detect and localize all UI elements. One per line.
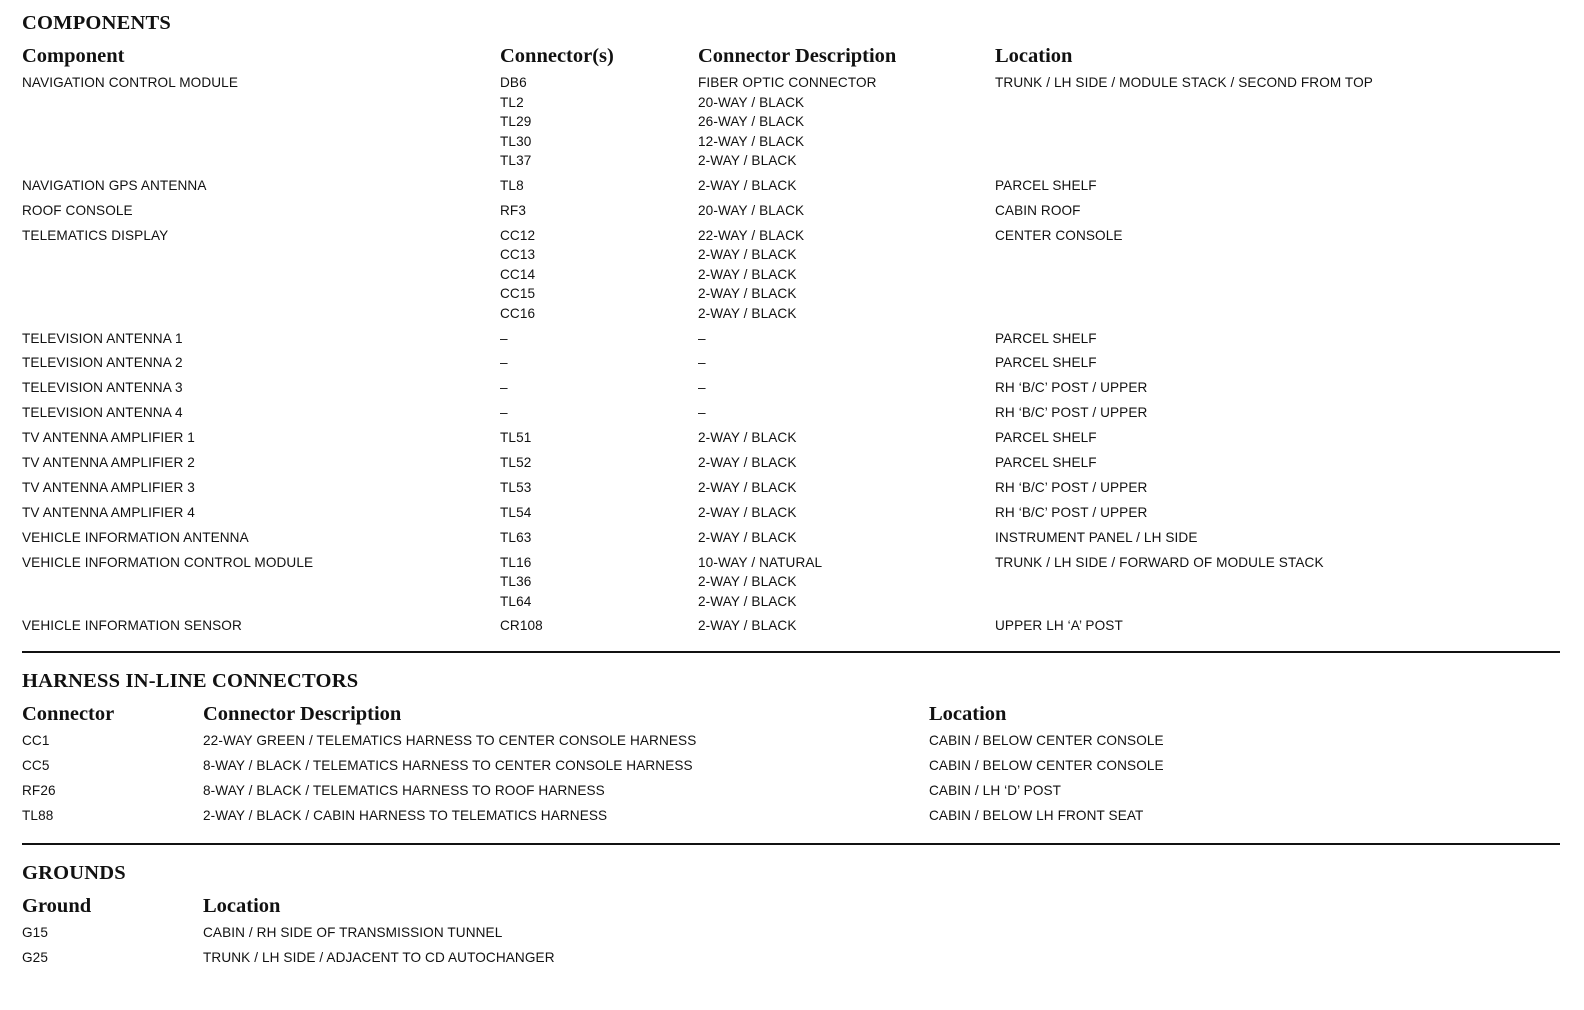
grounds-table <box>22 923 1560 973</box>
component-row <box>22 378 1560 403</box>
grounds-section <box>22 860 1560 973</box>
component-row <box>22 201 1560 226</box>
component-row <box>22 329 1560 354</box>
connector-description: 20-WAY / BLACK <box>698 202 805 218</box>
components-header-row <box>22 43 1560 69</box>
connector-list <box>500 528 531 548</box>
connector-description: 12-WAY / BLACK <box>698 133 805 149</box>
component-name: VEHICLE INFORMATION ANTENNA <box>22 529 249 545</box>
connector-description: – <box>698 355 706 371</box>
connector-id: TL53 <box>500 479 532 495</box>
section-divider <box>22 843 1560 845</box>
connector-id: CC12 <box>500 227 536 243</box>
component-location: RH ‘B/C’ POST / UPPER <box>995 504 1148 520</box>
connector-description-header: Connector Description <box>698 45 897 67</box>
harness-location: CABIN / BELOW LH FRONT SEAT <box>929 808 1144 824</box>
connector-description: – <box>698 380 706 396</box>
component-location: CABIN ROOF <box>995 202 1081 218</box>
component-name: TV ANTENNA AMPLIFIER 3 <box>22 479 195 495</box>
connector-description: FIBER OPTIC CONNECTOR <box>698 75 877 90</box>
connector-list <box>500 616 543 636</box>
connector-list <box>500 453 531 473</box>
component-name: NAVIGATION GPS ANTENNA <box>22 177 207 193</box>
harness-description: 8-WAY / BLACK / TELEMATICS HARNESS TO ROOF HARNESS <box>203 783 605 799</box>
components-table <box>22 73 1560 641</box>
ground-location: TRUNK / LH SIDE / ADJACENT TO CD AUTOCHANGER <box>203 949 555 965</box>
connector-list <box>500 353 508 373</box>
component-name: NAVIGATION CONTROL MODULE <box>22 75 238 90</box>
connector-id: TL29 <box>500 114 532 129</box>
component-name: TELEVISION ANTENNA 2 <box>22 355 183 371</box>
connector-list <box>500 176 524 196</box>
connector-description-list <box>698 201 804 221</box>
component-location: PARCEL SHELF <box>995 330 1097 346</box>
connector-list <box>500 428 531 448</box>
connector-description-list <box>698 73 877 171</box>
harness-connector: TL88 <box>22 808 54 824</box>
connector-description-list <box>698 528 797 548</box>
connector-id: TL51 <box>500 430 532 446</box>
component-name: TELEVISION ANTENNA 3 <box>22 380 183 396</box>
connector-description: 2-WAY / BLACK <box>698 177 797 193</box>
connector-id: TL36 <box>500 574 532 590</box>
component-location: TRUNK / LH SIDE / FORWARD OF MODULE STACK <box>995 554 1324 570</box>
ground-location: CABIN / RH SIDE OF TRANSMISSION TUNNEL <box>203 924 503 940</box>
ground-row <box>22 923 1560 948</box>
connector-id: CC16 <box>500 305 536 321</box>
connector-description: – <box>698 405 706 421</box>
connector-description: 2-WAY / BLACK <box>698 593 797 609</box>
connector-description-list <box>698 329 706 349</box>
components-title: COMPONENTS <box>22 12 171 34</box>
connector-description-list <box>698 428 797 448</box>
component-location: RH ‘B/C’ POST / UPPER <box>995 380 1148 396</box>
connector-list <box>500 403 508 423</box>
ground-id: G25 <box>22 949 48 965</box>
harness-description-header: Connector Description <box>203 703 402 726</box>
component-name: TELEVISION ANTENNA 1 <box>22 330 183 346</box>
component-row <box>22 453 1560 478</box>
connector-description-list <box>698 176 797 196</box>
connector-id: TL63 <box>500 529 532 545</box>
harness-section <box>22 668 1560 831</box>
connector-description: 2-WAY / BLACK <box>698 529 797 545</box>
component-location: INSTRUMENT PANEL / LH SIDE <box>995 529 1198 545</box>
connector-id: TL37 <box>500 153 532 168</box>
component-name: TELEMATICS DISPLAY <box>22 227 169 243</box>
connector-description-list <box>698 226 804 324</box>
connector-description: 2-WAY / BLACK <box>698 305 797 321</box>
components-section <box>22 10 1560 641</box>
harness-row <box>22 756 1560 781</box>
component-name: TELEVISION ANTENNA 4 <box>22 405 183 421</box>
harness-table <box>22 731 1560 831</box>
connector-description: 2-WAY / BLACK <box>698 266 797 282</box>
component-row <box>22 353 1560 378</box>
connector-id: RF3 <box>500 202 526 218</box>
harness-location-header: Location <box>929 703 1007 726</box>
component-name: TV ANTENNA AMPLIFIER 2 <box>22 455 195 471</box>
connector-description: 2-WAY / BLACK <box>698 455 797 471</box>
component-row <box>22 528 1560 553</box>
connector-description: 26-WAY / BLACK <box>698 114 805 129</box>
ground-id: G15 <box>22 924 48 940</box>
component-row <box>22 73 1560 176</box>
connector-id: CR108 <box>500 618 543 634</box>
ground-header: Ground <box>22 894 92 917</box>
connector-id: TL16 <box>500 554 532 570</box>
component-name: VEHICLE INFORMATION SENSOR <box>22 618 242 634</box>
connector-description: 2-WAY / BLACK <box>698 504 797 520</box>
connector-header: Connector <box>22 703 115 726</box>
connector-id: TL2 <box>500 94 524 110</box>
document-page <box>22 10 1560 973</box>
connector-description-list <box>698 478 797 498</box>
connector-description-list <box>698 616 797 636</box>
connector-id: – <box>500 355 508 371</box>
connector-list <box>500 503 531 523</box>
component-row <box>22 428 1560 453</box>
component-header: Component <box>22 45 125 67</box>
connector-description-list <box>698 378 706 398</box>
connector-description: 2-WAY / BLACK <box>698 574 797 590</box>
connector-id: – <box>500 405 508 421</box>
connector-list <box>500 329 508 349</box>
component-name: TV ANTENNA AMPLIFIER 4 <box>22 504 195 520</box>
harness-connector: CC1 <box>22 733 50 749</box>
connector-list <box>500 201 526 221</box>
component-location: CENTER CONSOLE <box>995 227 1123 243</box>
harness-header-row <box>22 701 1560 727</box>
component-name: TV ANTENNA AMPLIFIER 1 <box>22 430 195 446</box>
connectors-header: Connector(s) <box>500 45 614 67</box>
connector-description-list <box>698 403 706 423</box>
connector-description: 2-WAY / BLACK <box>698 247 797 263</box>
harness-description: 22-WAY GREEN / TELEMATICS HARNESS TO CENTER CONSOLE HARNESS <box>203 733 697 749</box>
harness-row <box>22 781 1560 806</box>
connector-description: 2-WAY / BLACK <box>698 479 797 495</box>
connector-id: – <box>500 330 508 346</box>
component-name: VEHICLE INFORMATION CONTROL MODULE <box>22 554 314 570</box>
grounds-header-row <box>22 893 1560 919</box>
connector-description: 20-WAY / BLACK <box>698 94 805 110</box>
connector-id: TL30 <box>500 133 532 149</box>
connector-list <box>500 378 508 398</box>
component-location: RH ‘B/C’ POST / UPPER <box>995 405 1148 421</box>
connector-id: TL52 <box>500 455 532 471</box>
harness-connector: RF26 <box>22 783 56 799</box>
connector-description-list <box>698 553 822 612</box>
harness-connector: CC5 <box>22 758 50 774</box>
grounds-title: GROUNDS <box>22 861 126 884</box>
component-row <box>22 176 1560 201</box>
component-row <box>22 616 1560 641</box>
connector-id: CC13 <box>500 247 536 263</box>
component-row <box>22 553 1560 617</box>
harness-location: CABIN / BELOW CENTER CONSOLE <box>929 758 1164 774</box>
connector-id: TL64 <box>500 593 532 609</box>
connector-description-list <box>698 453 797 473</box>
component-location: PARCEL SHELF <box>995 177 1097 193</box>
connector-description: 2-WAY / BLACK <box>698 430 797 446</box>
connector-description: 2-WAY / BLACK <box>698 286 797 302</box>
component-location: PARCEL SHELF <box>995 455 1097 471</box>
harness-description: 8-WAY / BLACK / TELEMATICS HARNESS TO CENTER CONSOLE HARNESS <box>203 758 693 774</box>
harness-title: HARNESS IN-LINE CONNECTORS <box>22 670 359 693</box>
component-row <box>22 403 1560 428</box>
harness-description: 2-WAY / BLACK / CABIN HARNESS TO TELEMATICS HARNESS <box>203 808 608 824</box>
component-row <box>22 226 1560 329</box>
component-location: UPPER LH ‘A’ POST <box>995 618 1123 634</box>
harness-location: CABIN / LH ‘D’ POST <box>929 783 1062 799</box>
component-row <box>22 478 1560 503</box>
connector-id: TL54 <box>500 504 532 520</box>
component-location: PARCEL SHELF <box>995 355 1097 371</box>
connector-description: – <box>698 330 706 346</box>
component-location: PARCEL SHELF <box>995 430 1097 446</box>
connector-description: 2-WAY / BLACK <box>698 618 797 634</box>
connector-description: 22-WAY / BLACK <box>698 227 805 243</box>
component-name: ROOF CONSOLE <box>22 202 133 218</box>
ground-location-header: Location <box>203 894 281 917</box>
connector-description: 2-WAY / BLACK <box>698 153 797 168</box>
component-row <box>22 503 1560 528</box>
component-location: RH ‘B/C’ POST / UPPER <box>995 479 1148 495</box>
connector-list <box>500 478 531 498</box>
connector-list <box>500 553 531 612</box>
connector-id: TL8 <box>500 177 524 193</box>
connector-list <box>500 73 531 171</box>
harness-row <box>22 806 1560 831</box>
section-divider <box>22 651 1560 653</box>
connector-id: – <box>500 380 508 396</box>
connector-description-list <box>698 353 706 373</box>
connector-list <box>500 226 535 324</box>
connector-id: DB6 <box>500 75 527 90</box>
connector-description: 10-WAY / NATURAL <box>698 554 823 570</box>
ground-row <box>22 948 1560 973</box>
location-header: Location <box>995 45 1073 67</box>
connector-description-list <box>698 503 797 523</box>
harness-location: CABIN / BELOW CENTER CONSOLE <box>929 733 1164 749</box>
component-location: TRUNK / LH SIDE / MODULE STACK / SECOND FROM TOP <box>995 75 1373 90</box>
harness-row <box>22 731 1560 756</box>
connector-id: CC15 <box>500 286 536 302</box>
connector-id: CC14 <box>500 266 536 282</box>
